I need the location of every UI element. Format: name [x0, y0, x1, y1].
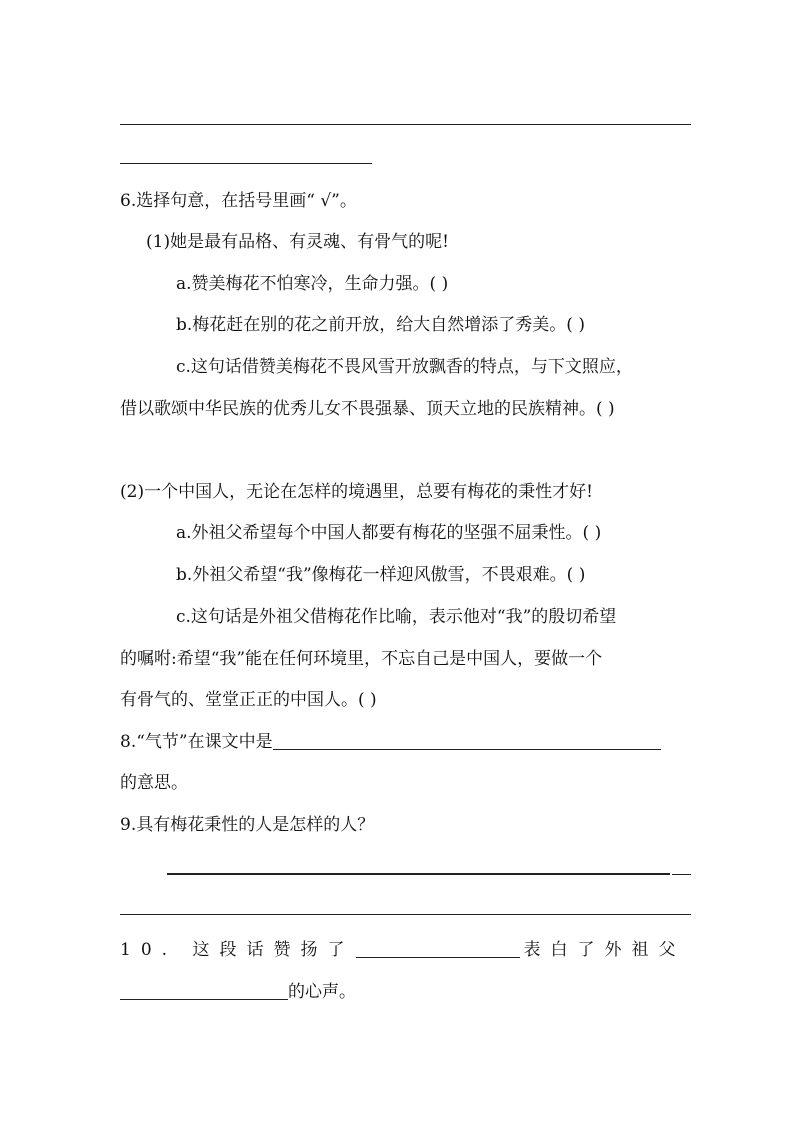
q10-line2 [120, 980, 356, 1004]
q10-answer-blank-1[interactable] [356, 939, 520, 958]
q9-answer-line[interactable] [167, 873, 670, 875]
q8-answer-blank[interactable] [273, 731, 661, 750]
q10-suffix: 的心声。 [288, 982, 356, 1002]
q6-part1-option-a[interactable]: a.赞美梅花不怕寒冷，生命力强。( ) [176, 274, 449, 294]
q10-middle: 表白了外祖父 [523, 940, 686, 960]
q6-part2-option-a[interactable]: a.外祖父希望每个中国人都要有梅花的坚强不屈秉性。( ) [176, 523, 602, 543]
q6-part2-option-b[interactable]: b.外祖父希望“我”像梅花一样迎风傲雪，不畏艰难。( ) [176, 565, 586, 585]
q9-answer-line-tail[interactable] [672, 874, 691, 875]
q6-part1-option-c-cont[interactable]: 借以歌颂中华民族的优秀儿女不畏强暴、顶天立地的民族精神。( ) [120, 399, 615, 419]
question-6-title: 6.选择句意，在括号里画“ √”。 [120, 191, 357, 211]
q6-part2-option-c-cont[interactable]: 的嘱咐:希望“我”能在任何环境里，不忘自己是中国人，要做一个 [120, 649, 603, 669]
q6-part1-sentence: (1)她是最有品格、有灵魂、有骨气的呢! [146, 232, 449, 252]
answer-line[interactable] [120, 124, 691, 125]
q6-part2-option-c[interactable]: c.这句话是外祖父借梅花作比喻，表示他对“我”的殷切希望 [176, 607, 617, 627]
question-10 [120, 938, 685, 962]
question-8 [120, 730, 661, 754]
question-9: 9.具有梅花秉性的人是怎样的人？ [120, 815, 375, 835]
q6-part2-option-c-cont2[interactable]: 有骨气的、堂堂正正的中国人。( ) [120, 690, 377, 710]
q8-prefix: 8.“气节”在课文中是 [120, 732, 273, 752]
q6-part1-option-b[interactable]: b.梅花赶在别的花之前开放，给大自然增添了秀美。( ) [176, 315, 585, 335]
q8-suffix: 的意思。 [120, 773, 188, 793]
q6-part1-option-c[interactable]: c.这句话借赞美梅花不畏风雪开放飘香的特点，与下文照应， [176, 357, 633, 377]
q10-prefix: 10. 这段话赞扬了 [120, 940, 355, 960]
q9-answer-line[interactable] [120, 914, 691, 915]
q6-part2-sentence: (2)一个中国人，无论在怎样的境遇里，总要有梅花的秉性才好! [120, 482, 593, 502]
answer-line[interactable] [120, 163, 372, 164]
q10-answer-blank-2[interactable] [120, 981, 288, 1000]
